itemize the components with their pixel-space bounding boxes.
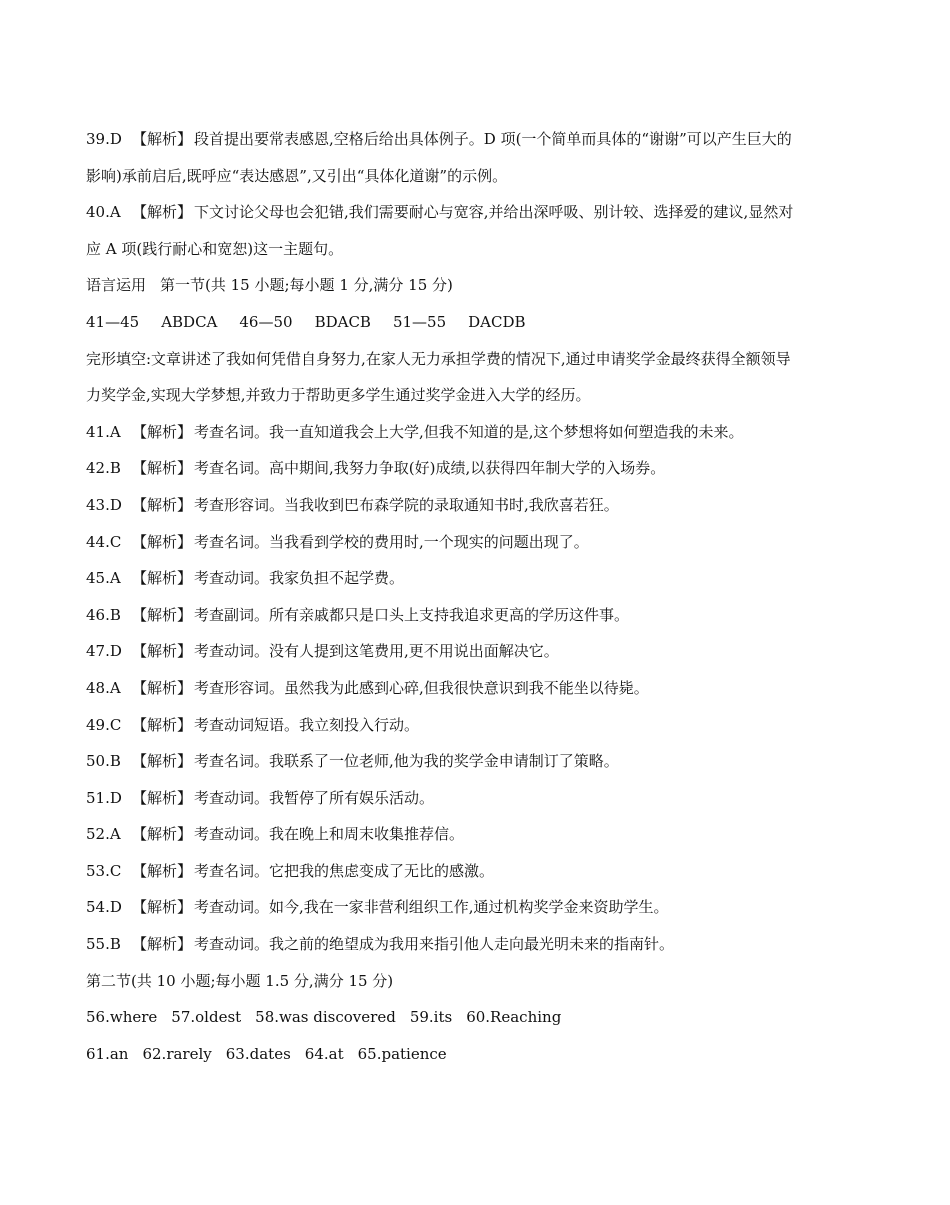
answer-number: 44.C bbox=[86, 532, 122, 551]
section-title: 语言运用 bbox=[86, 276, 147, 295]
answer-number: 41.A bbox=[86, 422, 121, 441]
answer-letters: DACDB bbox=[468, 312, 526, 331]
answer-number: 43.D bbox=[86, 495, 122, 514]
explanation-text: 考查名词。当我看到学校的费用时,一个现实的问题出现了。 bbox=[194, 532, 589, 551]
section-title: 第二节(共 10 小题;每小题 1.5 分,满分 15 分) bbox=[86, 971, 394, 990]
explanation-text: 考查形容词。当我收到巴布森学院的录取通知书时,我欣喜若狂。 bbox=[194, 495, 619, 514]
grammar-answer: 62.rarely bbox=[142, 1044, 212, 1063]
explanation-49 bbox=[86, 707, 876, 744]
explanation-39-line-2 bbox=[86, 158, 876, 195]
analysis-tag: 【解析】 bbox=[132, 569, 193, 588]
explanation-45 bbox=[86, 560, 876, 597]
answer-number: 50.B bbox=[86, 752, 121, 771]
grammar-answer: 64.at bbox=[304, 1044, 344, 1063]
explanation-text: 应 A 项(践行耐心和宽恕)这一主题句。 bbox=[86, 239, 344, 258]
answer-number: 51.D bbox=[86, 788, 122, 807]
analysis-tag: 【解析】 bbox=[132, 422, 193, 441]
explanation-53 bbox=[86, 853, 876, 890]
cloze-summary-line-1 bbox=[86, 341, 876, 378]
explanation-text: 考查名词。高中期间,我努力争取(好)成绩,以获得四年制大学的入场券。 bbox=[194, 459, 666, 478]
answer-range: 51—55 bbox=[392, 312, 447, 331]
answer-range: 46—50 bbox=[239, 312, 293, 331]
summary-text: 力奖学金,实现大学梦想,并致力于帮助更多学生通过奖学金进入大学的经历。 bbox=[86, 386, 591, 405]
analysis-tag: 【解析】 bbox=[132, 642, 193, 661]
answer-number: 45.A bbox=[86, 569, 121, 588]
explanation-46 bbox=[86, 597, 876, 634]
analysis-tag: 【解析】 bbox=[132, 203, 193, 222]
answer-number: 48.A bbox=[86, 678, 121, 697]
answer-summary-row bbox=[86, 304, 876, 341]
explanation-40-line-1 bbox=[86, 194, 876, 231]
grammar-answer: 59.its bbox=[409, 1008, 453, 1027]
explanation-text: 考查动词。没有人提到这笔费用,更不用说出面解决它。 bbox=[194, 642, 559, 661]
answer-number: 42.B bbox=[86, 459, 121, 478]
explanation-52 bbox=[86, 816, 876, 853]
analysis-tag: 【解析】 bbox=[132, 130, 193, 148]
analysis-tag: 【解析】 bbox=[132, 752, 193, 771]
answer-letters: ABDCA bbox=[161, 312, 218, 331]
explanation-text: 考查副词。所有亲戚都只是口头上支持我追求更高的学历这件事。 bbox=[194, 605, 630, 624]
explanation-text: 考查形容词。虽然我为此感到心碎,但我很快意识到我不能坐以待毙。 bbox=[194, 678, 649, 697]
grammar-answer: 65.patience bbox=[357, 1044, 447, 1063]
explanation-42 bbox=[86, 450, 876, 487]
explanation-text: 考查名词。我一直知道我会上大学,但我不知道的是,这个梦想将如何塑造我的未来。 bbox=[194, 422, 744, 441]
analysis-tag: 【解析】 bbox=[132, 788, 193, 807]
analysis-tag: 【解析】 bbox=[132, 495, 193, 514]
explanation-text: 下文讨论父母也会犯错,我们需要耐心与宽容,并给出深呼吸、别计较、选择爱的建议,显然对 bbox=[194, 203, 794, 222]
explanation-43 bbox=[86, 487, 876, 524]
analysis-tag: 【解析】 bbox=[132, 935, 193, 954]
explanation-40-line-2 bbox=[86, 231, 876, 268]
explanation-39-line-1 bbox=[86, 121, 876, 158]
grammar-answer: 58.was discovered bbox=[255, 1008, 396, 1027]
analysis-tag: 【解析】 bbox=[132, 898, 193, 917]
cloze-summary-line-2 bbox=[86, 377, 876, 414]
explanation-55 bbox=[86, 926, 876, 963]
analysis-tag: 【解析】 bbox=[132, 459, 193, 478]
section-1-heading bbox=[86, 267, 876, 304]
analysis-tag: 【解析】 bbox=[132, 605, 193, 624]
answer-number: 49.C bbox=[86, 715, 122, 734]
explanation-51 bbox=[86, 780, 876, 817]
answer-number: 46.B bbox=[86, 605, 121, 624]
answer-number: 39.D bbox=[86, 130, 122, 148]
answer-number: 52.A bbox=[86, 825, 121, 844]
summary-text: 完形填空:文章讲述了我如何凭借自身努力,在家人无力承担学费的情况下,通过申请奖学金最终获得全额领导 bbox=[86, 349, 791, 368]
explanation-text: 考查动词。我家负担不起学费。 bbox=[194, 569, 405, 588]
explanation-44 bbox=[86, 524, 876, 561]
explanation-50 bbox=[86, 743, 876, 780]
answer-number: 47.D bbox=[86, 642, 122, 661]
explanation-text: 影响)承前启后,既呼应“表达感恩”,又引出“具体化道谢”的示例。 bbox=[86, 166, 508, 185]
analysis-tag: 【解析】 bbox=[132, 861, 193, 880]
explanation-47 bbox=[86, 633, 876, 670]
grammar-answer: 61.an bbox=[86, 1044, 129, 1063]
explanation-text: 考查动词。我在晚上和周末收集推荐信。 bbox=[194, 825, 465, 844]
grammar-answer: 63.dates bbox=[225, 1044, 291, 1063]
answer-key-page bbox=[86, 121, 876, 1072]
analysis-tag: 【解析】 bbox=[132, 678, 193, 697]
explanation-text: 考查动词。如今,我在一家非营利组织工作,通过机构奖学金来资助学生。 bbox=[194, 898, 669, 917]
grammar-answers-row-2 bbox=[86, 1036, 876, 1073]
answer-number: 54.D bbox=[86, 898, 122, 917]
explanation-54 bbox=[86, 889, 876, 926]
explanation-text: 段首提出要常表感恩,空格后给出具体例子。D 项(一个简单而具体的“谢谢”可以产生巨大的 bbox=[194, 130, 792, 148]
section-subtitle: 第一节(共 15 小题;每小题 1 分,满分 15 分) bbox=[160, 276, 453, 295]
grammar-answer: 56.where bbox=[86, 1008, 158, 1027]
explanation-text: 考查名词。我联系了一位老师,他为我的奖学金申请制订了策略。 bbox=[194, 752, 619, 771]
explanation-48 bbox=[86, 670, 876, 707]
answer-number: 53.C bbox=[86, 861, 122, 880]
grammar-answers-row-1 bbox=[86, 999, 876, 1036]
section-2-heading bbox=[86, 963, 876, 1000]
analysis-tag: 【解析】 bbox=[132, 532, 193, 551]
explanation-text: 考查动词。我暂停了所有娱乐活动。 bbox=[194, 788, 435, 807]
grammar-answer: 57.oldest bbox=[171, 1008, 242, 1027]
analysis-tag: 【解析】 bbox=[132, 825, 193, 844]
explanation-41 bbox=[86, 414, 876, 451]
explanation-text: 考查动词短语。我立刻投入行动。 bbox=[194, 715, 420, 734]
explanation-text: 考查名词。它把我的焦虑变成了无比的感激。 bbox=[194, 861, 495, 880]
answer-number: 40.A bbox=[86, 203, 121, 222]
answer-letters: BDACB bbox=[314, 312, 371, 331]
answer-number: 55.B bbox=[86, 935, 121, 954]
grammar-answer: 60.Reaching bbox=[466, 1008, 562, 1027]
explanation-text: 考查动词。我之前的绝望成为我用来指引他人走向最光明未来的指南针。 bbox=[194, 935, 675, 954]
answer-range: 41—45 bbox=[86, 312, 140, 331]
analysis-tag: 【解析】 bbox=[132, 715, 193, 734]
